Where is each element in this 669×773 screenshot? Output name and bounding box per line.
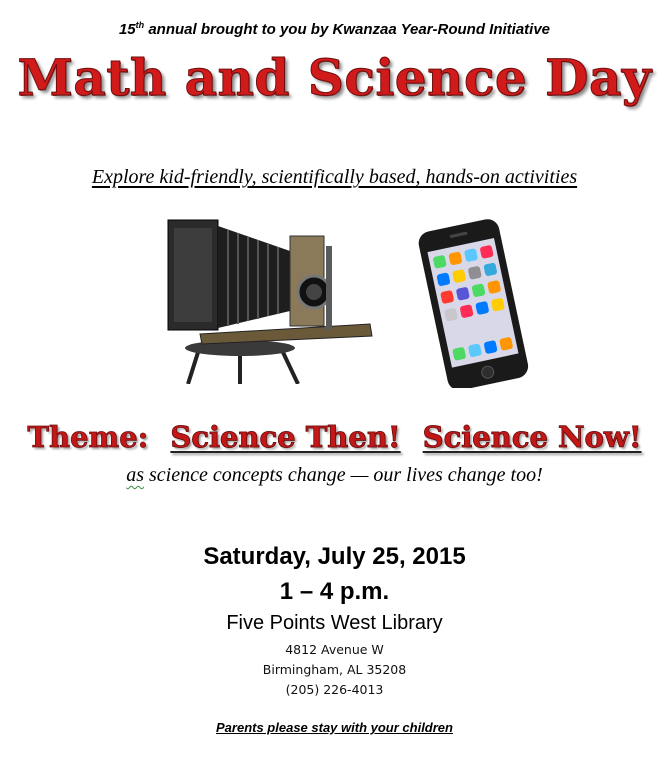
subtitle-line (0, 464, 669, 487)
ordinal-number: 15 (118, 21, 136, 38)
theme-science-now: Science Now! (422, 420, 642, 454)
event-time: 1 – 4 p.m. (279, 578, 390, 605)
page-title: Math and Science Day (17, 48, 652, 107)
subtitle-first-word: as (126, 464, 145, 486)
theme-science-then: Science Then! (170, 420, 401, 454)
ordinal-suffix: th (135, 20, 145, 30)
subtitle-text: science concepts change — our lives change too! (144, 464, 543, 486)
event-venue: Five Points West Library (226, 612, 443, 634)
header-text: annual brought to you by Kwanzaa Year-Round Initiative (144, 21, 551, 38)
header-line (0, 20, 669, 38)
tagline: Explore kid-friendly, scientifically based, hands-on activities (91, 166, 578, 188)
theme-label: Theme: (27, 420, 149, 454)
phone-number: (205) 226-4013 (285, 682, 384, 697)
address-city: Birmingham, AL 35208 (262, 662, 407, 677)
theme-line (0, 420, 669, 454)
smartphone-image (410, 218, 534, 388)
parents-note: Parents please stay with your children (216, 720, 453, 735)
event-date: Saturday, July 25, 2015 (203, 543, 466, 570)
address-street: 4812 Avenue W (285, 642, 384, 657)
camera-image (140, 206, 380, 384)
